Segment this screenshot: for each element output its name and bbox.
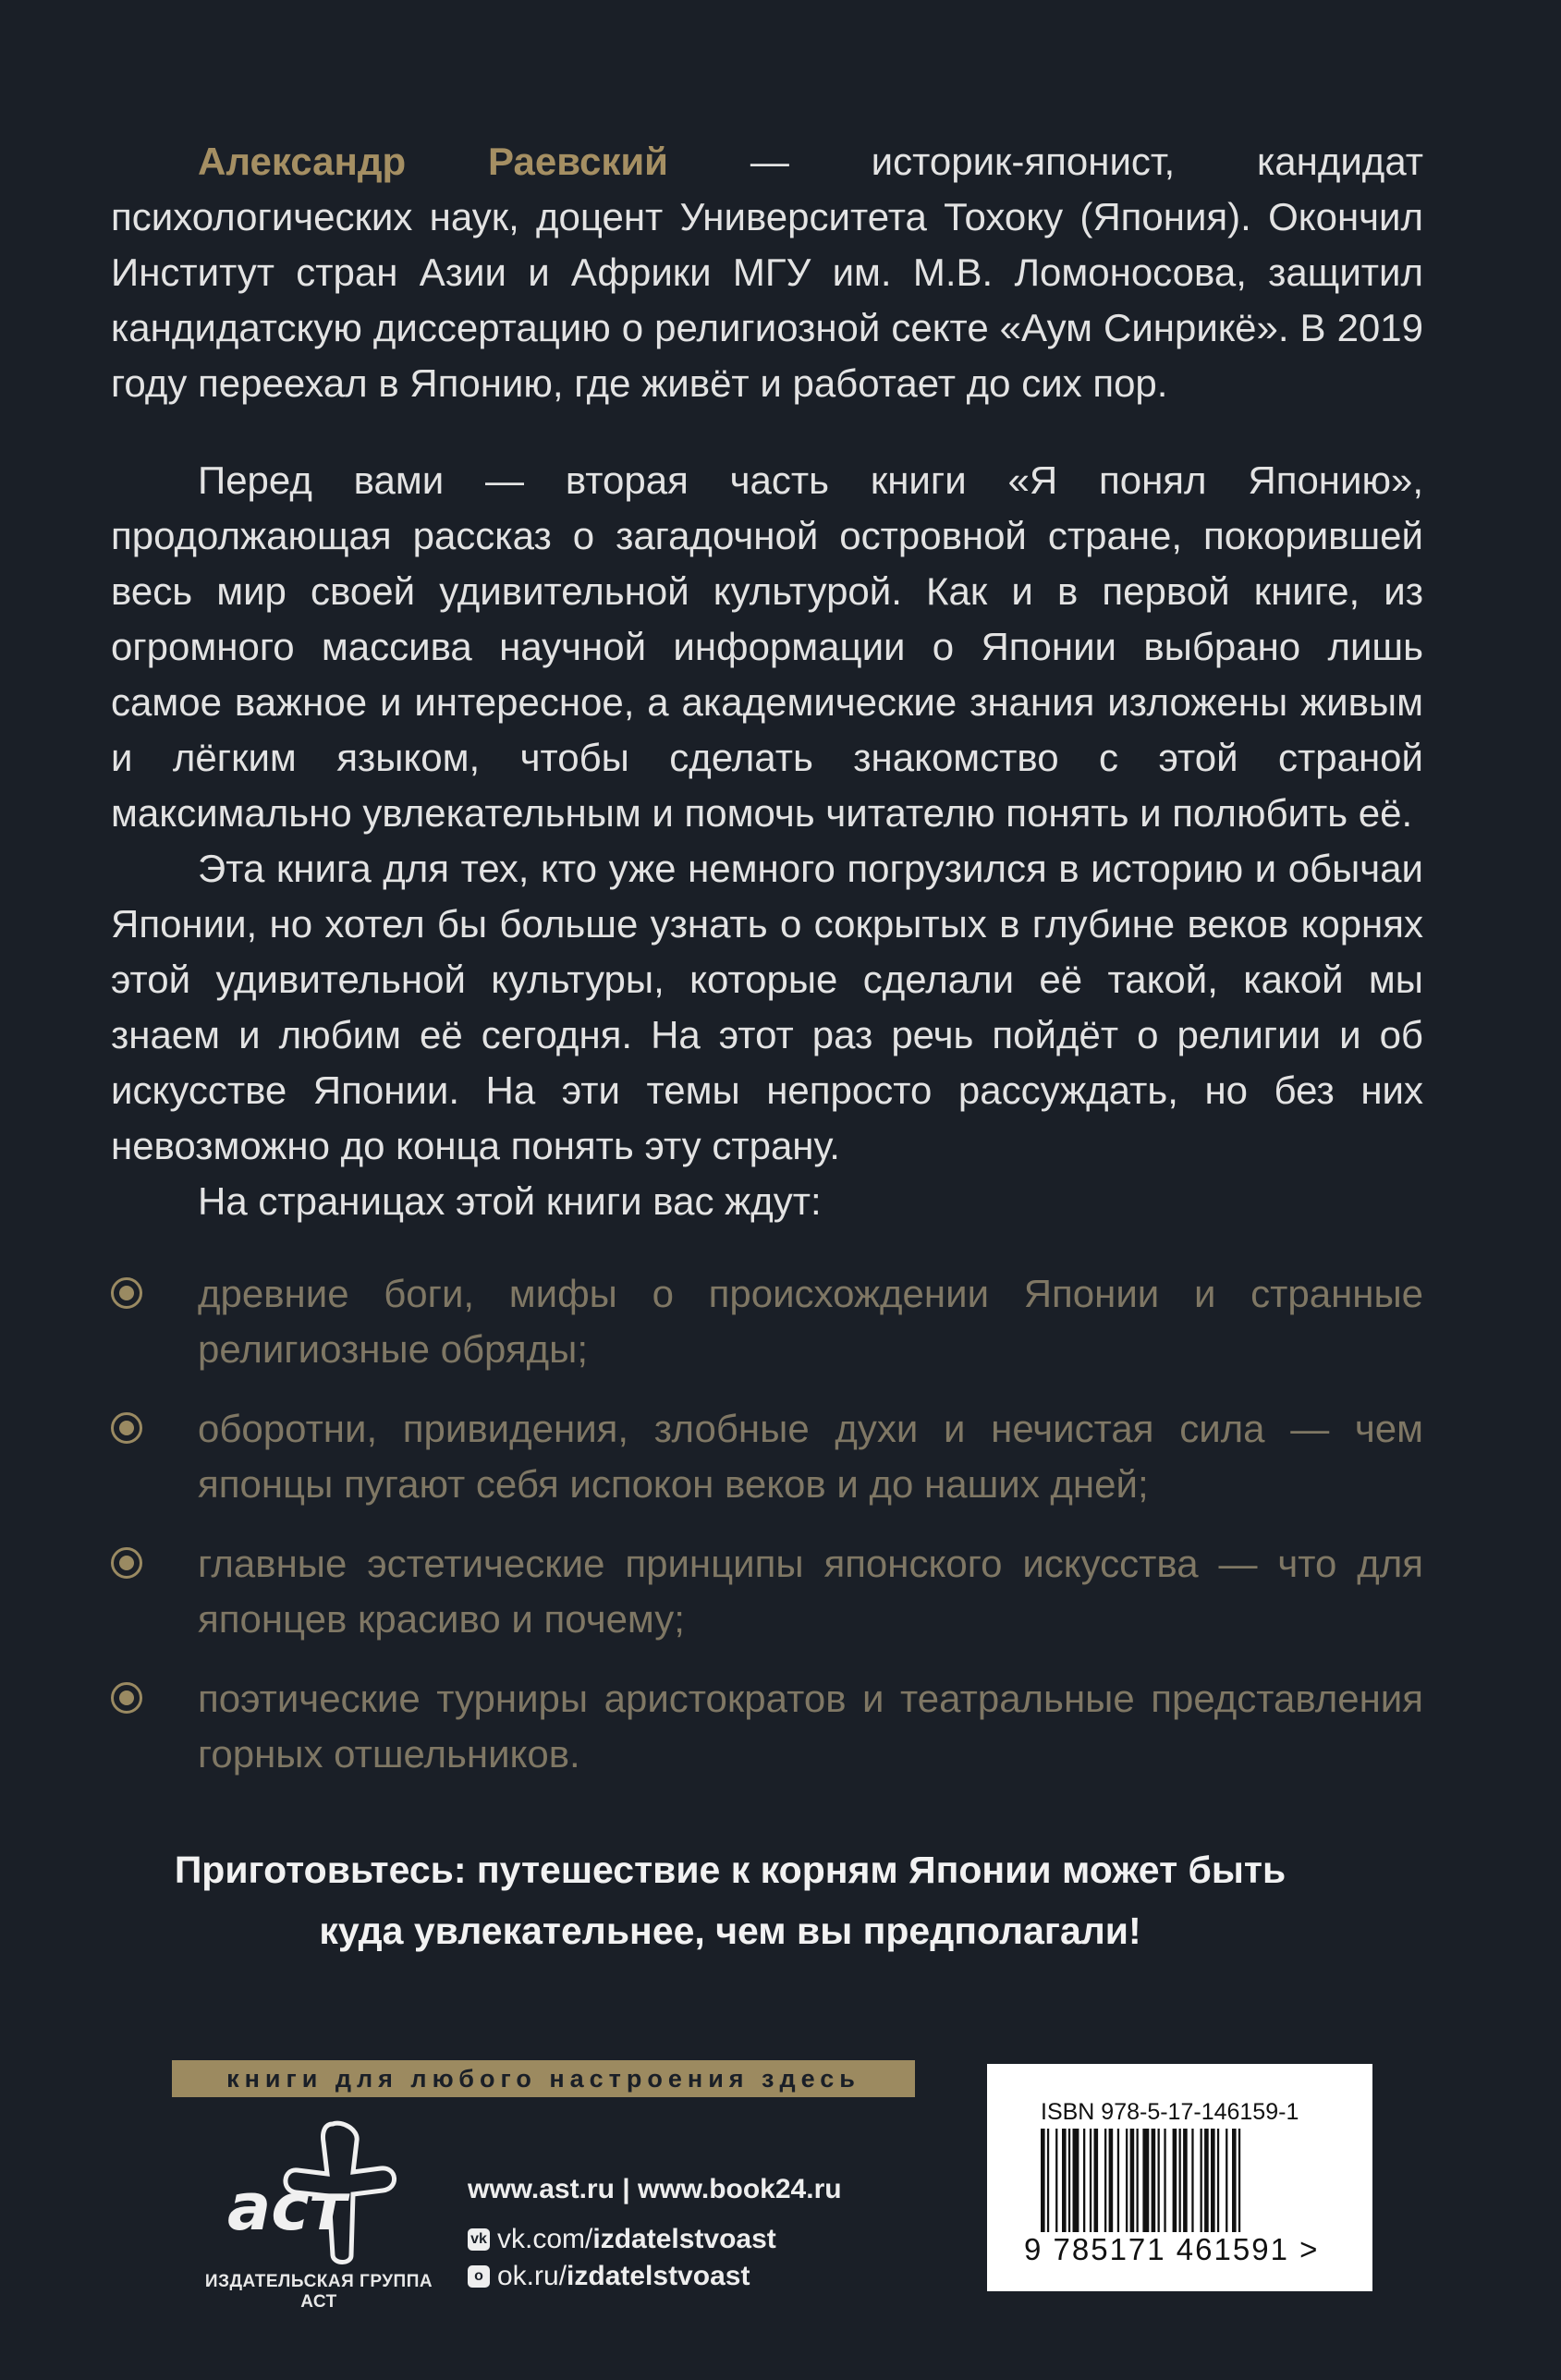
back-cover-text [111,134,1423,1806]
barcode-number: 9 785171 461591 > [1024,2232,1320,2266]
barcode-icon [1041,2129,1318,2240]
ast-logo-icon [222,2117,416,2264]
vk-link[interactable]: vk vk.com/ izdatelstvoast [468,2224,842,2255]
svg-text:аст: аст [227,2169,348,2245]
publisher-links [468,2174,842,2292]
gold-circle-bullet-icon [111,1682,142,1714]
websites-link[interactable]: www.ast.ru | www.book24.ru [468,2174,842,2204]
description-paragraph-2: Эта книга для тех, кто уже немного погрузился в историю и обычаи Японии, но хотел бы больше узнать о сокрытых в глубине веков корнях этой удивительной культуры, которые сделали её такой, какой мы знаем и любим её сегодня. На этот раз речь пойдёт о религии и об искусстве Японии. На эти темы непросто рассуждать, но без них невозможно до конца понять эту страну. [111,847,1423,1167]
closing-statement [111,1839,1349,1961]
description-paragraph-3: На страницах этой книги вас ждут: [198,1179,822,1223]
gold-circle-bullet-icon [111,1412,142,1444]
barcode-panel [987,2064,1372,2291]
author-bio [111,134,1423,411]
vk-icon: vk [468,2228,490,2251]
gold-circle-bullet-icon [111,1547,142,1579]
author-bio-text: — историк-японист, кандидат психологических наук, доцент Университета Тохоку (Япония). Окончил Институт стран Азии и Африки МГУ им. М.В. Ломоносова, защитил кандидатскую диссертацию о религиозной секте «Аум Синрикё». В 2019 году переехал в Японию, где живёт и работает до сих пор. [111,140,1423,405]
list-item: поэтические турниры аристократов и театральные представления горных отшельников. [111,1671,1423,1782]
ok-icon: o [468,2265,490,2288]
closing-line-2: куда увлекательнее, чем вы предполагали! [319,1910,1141,1952]
closing-line-1: Приготовьтесь: путешествие к корням Японии может быть [174,1849,1287,1891]
isbn-label: ISBN 978-5-17-146159-1 [1041,2099,1299,2125]
gold-circle-bullet-icon [111,1277,142,1309]
list-item: главные эстетические принципы японского искусства — что для японцев красиво и почему; [111,1536,1423,1647]
list-item: древние боги, мифы о происхождении Японии и странные религиозные обряды; [111,1266,1423,1377]
author-name: Александр Раевский [198,140,668,183]
ok-link[interactable]: o ok.ru/ izdatelstvoast [468,2261,842,2292]
description-paragraph-1: Перед вами — вторая часть книги «Я понял Японию», продолжающая рассказ о загадочной островной стране, покорившей весь мир своей удивительной культурой. Как и в первой книге, из огромного массива научной информации о Японии выбрано лишь самое важное и интересное, а академические знания изложены живым и лёгким языком, чтобы сделать знакомство с этой страной максимально увлекательным и помочь читателю понять и полюбить её. [111,458,1423,835]
publisher-logo-block [185,2117,453,2320]
publisher-name: ИЗДАТЕЛЬСКАЯ ГРУППА АСТ [204,2272,433,2312]
list-item: оборотни, привидения, злобные духи и нечистая сила — чем японцы пугают себя испокон веков и до наших дней; [111,1401,1423,1512]
tagline-banner: книги для любого настроения здесь [172,2060,915,2097]
topics-list [111,1266,1423,1782]
